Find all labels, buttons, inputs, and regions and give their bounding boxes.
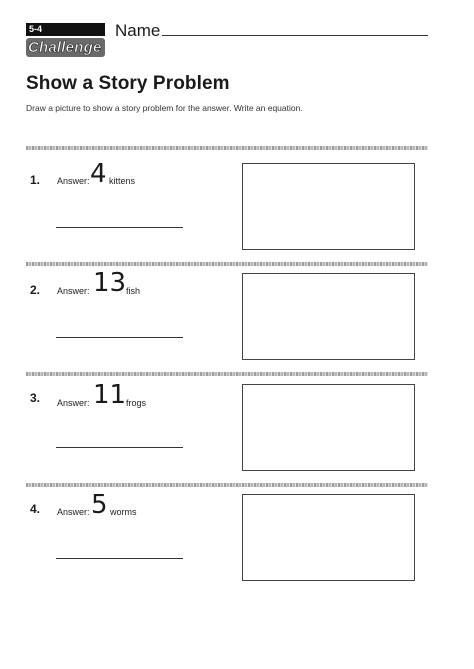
answer-value: 13 <box>93 268 127 298</box>
answer-value: 4 <box>90 159 107 189</box>
picture-box[interactable] <box>242 273 415 360</box>
equation-line[interactable] <box>56 337 183 338</box>
answer-label: Answer: <box>57 507 90 517</box>
lesson-tag: 5-4 <box>26 23 105 36</box>
problem-1 <box>0 150 474 250</box>
problem-number: 4. <box>30 502 41 516</box>
picture-box[interactable] <box>242 163 415 250</box>
answer-unit: fish <box>126 286 141 296</box>
answer-label: Answer: <box>57 176 90 186</box>
problem-number: 1. <box>30 173 41 187</box>
problem-4 <box>0 487 474 587</box>
equation-line[interactable] <box>56 558 183 559</box>
equation-line[interactable] <box>56 227 183 228</box>
answer-label: Answer: <box>57 286 90 296</box>
instructions: Draw a picture to show a story problem for the answer. Write an equation. <box>26 103 303 113</box>
picture-box[interactable] <box>242 384 415 471</box>
equation-line[interactable] <box>56 447 183 448</box>
answer-value: 5 <box>91 490 108 520</box>
challenge-label: Challenge <box>26 38 105 57</box>
answer-unit: kittens <box>109 176 136 186</box>
problem-number: 2. <box>30 283 41 297</box>
answer-unit: frogs <box>126 398 147 408</box>
problem-number: 3. <box>30 391 41 405</box>
picture-box[interactable] <box>242 494 415 581</box>
name-label: Name <box>115 21 161 40</box>
answer-unit: worms <box>110 507 137 517</box>
name-input-line[interactable] <box>162 35 428 36</box>
answer-value: 11 <box>93 380 127 410</box>
problem-2 <box>0 266 474 366</box>
problem-3 <box>0 376 474 476</box>
page-title: Show a Story Problem <box>26 73 230 94</box>
answer-label: Answer: <box>57 398 90 408</box>
